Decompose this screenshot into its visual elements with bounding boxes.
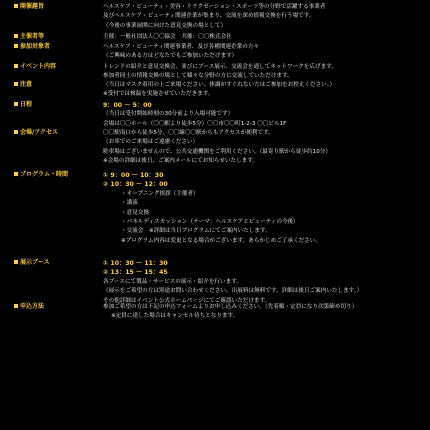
label-marker-icon: [14, 34, 18, 38]
row-label-text: 展示ブース: [20, 259, 50, 266]
row-content: [103, 33, 423, 42]
content-line: ヘルスケア・ビューティ・美容・リラクゼーション・スポーツ等の分野で活躍する事業者: [103, 4, 326, 10]
time-line: ② 13：15 ～ 15：45: [103, 269, 168, 277]
time-line: ① 10：30 ～ 11：30: [103, 260, 168, 267]
row-label-text: 日程: [20, 101, 33, 108]
label-marker-icon: [14, 44, 18, 48]
content-line: 会場は〇〇ホール（〇〇駅より徒歩5分）〇〇市〇〇町1-2-3 〇〇ビル1F: [103, 120, 287, 127]
row-label-text: イベント内容: [20, 63, 57, 70]
content-line: 主催：一般社団法人〇〇協会 共催：〇〇株式会社: [103, 34, 232, 40]
content-line: （当日は受付開始時刻の30分前より入場可能です）: [103, 111, 234, 118]
content-line: ・オープニング挨拶（主催者）: [121, 190, 199, 197]
label-marker-icon: [14, 260, 18, 264]
content-line: ※会場の詳細は後日、ご案内メールにてお知らせいたします。: [103, 158, 258, 165]
row-label-text: 会場/アクセス: [20, 129, 59, 136]
row-label: [14, 43, 50, 51]
content-line: （今後の事業展開に向けた意見交換の場として）: [103, 22, 227, 29]
row-content: [103, 63, 423, 82]
content-line: （展示をご希望の方は別途お問い合わせください。出展料は無料です。詳細は後日ご案内いたします。）: [103, 288, 363, 295]
content-line: 及びヘルスケア・ビューティ関連企業が集まり、交流を深め情報交換を行う場です。: [103, 13, 315, 20]
content-line: 各ブースにて製品・サービスの展示・紹介を行います。: [103, 278, 242, 285]
content-line: ※受付では検温を実施させていただきます。: [103, 91, 214, 98]
label-marker-icon: [14, 304, 18, 308]
row-content: [103, 259, 423, 306]
row-label: [14, 63, 56, 71]
content-line: その他詳細はイベント公式ホームページにてご確認いただけます。: [103, 297, 271, 304]
row-label: [14, 101, 32, 109]
row-label-text: 申込方法: [20, 303, 45, 310]
row-content: [103, 129, 423, 167]
row-label-text: 主催者等: [20, 33, 45, 40]
row-content: [103, 303, 423, 322]
content-line: 参加者同士の情報交換の場として様々な分野の方に交流していただけます。: [103, 73, 293, 80]
time-line: ② 10：30 ～ 12：00: [103, 181, 168, 189]
label-marker-icon: [14, 102, 18, 106]
row-content: [103, 43, 423, 62]
row-label-text: プログラム・時間: [20, 171, 68, 178]
row-content: [103, 101, 423, 129]
content-line: ・講演: [121, 200, 138, 207]
row-label-text: 参加対象者: [20, 43, 51, 50]
row-label: [14, 129, 58, 137]
row-content: [103, 171, 423, 246]
content-line: ※定員に達した場合はキャンセル待ちとなります。: [111, 313, 239, 320]
content-line: ※プログラム内容は変更となる場合がございます。あらかじめご了承ください。: [121, 237, 321, 244]
row-label: [14, 303, 44, 311]
label-marker-icon: [14, 64, 18, 68]
content-line: ・パネルディスカッション（テーマ：ヘルスケアとビューティの今後）: [121, 219, 299, 226]
content-line: （ご興味のある方はどなたでもご参加いただけます）: [103, 53, 238, 60]
row-label: [14, 81, 32, 89]
time-line: 9：00 ～ 5：00: [103, 102, 152, 109]
row-label-text: 開催趣旨: [20, 3, 45, 10]
label-marker-icon: [14, 82, 18, 86]
content-line: 駐車場はございませんので、公共交通機関をご利用ください。（最寄り駅から徒歩約10分）: [103, 148, 331, 155]
label-marker-icon: [14, 172, 18, 176]
label-marker-icon: [14, 4, 18, 8]
label-marker-icon: [14, 130, 18, 134]
time-line: ① 9：00 ～ 10：30: [103, 172, 164, 179]
content-line: トレンドの紹介と意見交換会、並びにブース展示、交流会を通してネットワークを広げます。: [103, 64, 337, 70]
row-label: [14, 33, 44, 41]
row-label: [14, 171, 68, 179]
row-label: [14, 259, 50, 267]
content-line: （お車でのご来場はご遠慮ください）: [103, 139, 199, 146]
content-line: ヘルスケア・ビューティ関連事業者、及び各種関連企業の方々: [103, 44, 260, 50]
row-content: [103, 81, 423, 100]
content-line: ・意見交換: [121, 209, 149, 216]
content-line: ・交流会 ※詳細は当日プログラムにてご案内いたします。: [121, 228, 271, 235]
row-label-text: 注意: [20, 81, 33, 88]
content-line: （当日はマスク着用の上ご来場ください。体調がすぐれない方はご参加をお控えください。）: [103, 82, 336, 88]
row-content: [103, 3, 423, 31]
content-line: 参加ご希望の方は下記の申込フォームよりお申し込みください。（先着順・定員になり次第締め切り）: [103, 304, 358, 310]
row-label: [14, 3, 44, 11]
content-line: 〇〇駅南口から徒歩5分、〇〇線〇〇駅からもアクセスが便利です。: [103, 130, 274, 136]
